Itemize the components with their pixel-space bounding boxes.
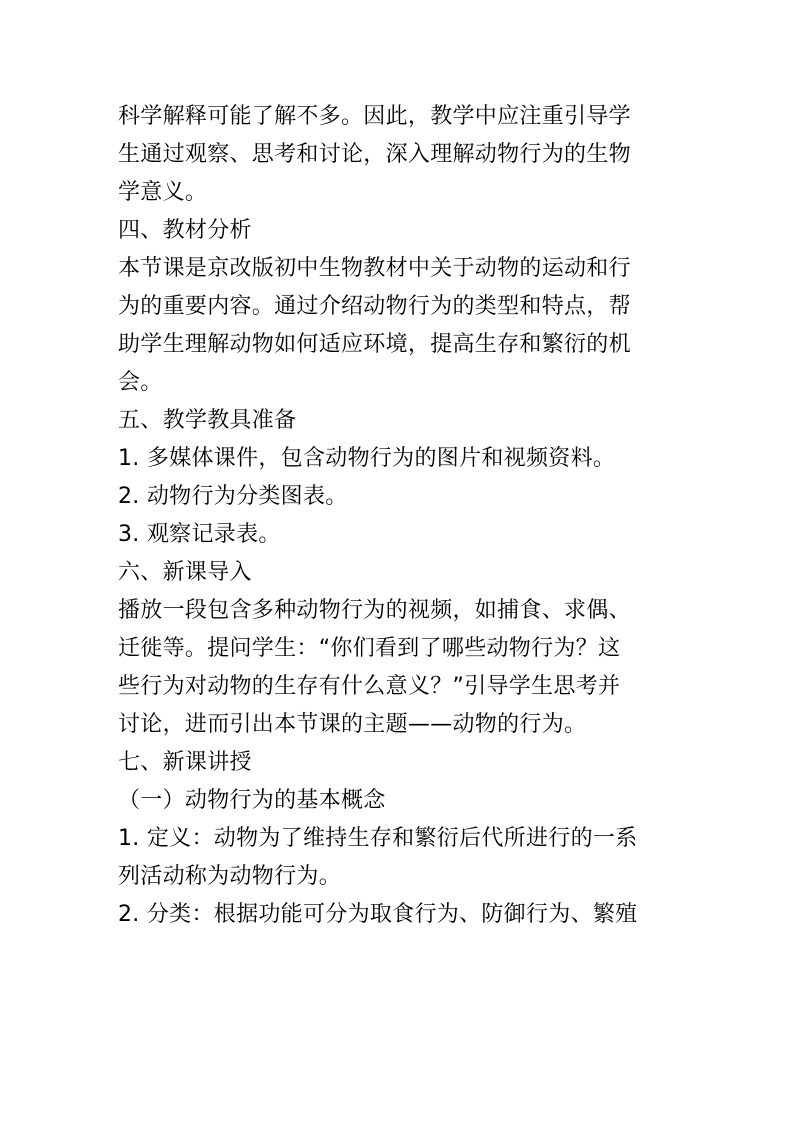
list-item: 1. 多媒体课件，包含动物行为的图片和视频资料。 <box>118 446 616 471</box>
text-line: 些行为对动物的生存有什么意义？”引导学生思考并 <box>118 674 621 699</box>
text-line: 迁徙等。提问学生：“你们看到了哪些动物行为？这 <box>118 636 621 661</box>
text-line: 为的重要内容。通过介绍动物行为的类型和特点，帮 <box>118 294 631 319</box>
text-line: 讨论，进而引出本节课的主题——动物的行为。 <box>118 712 587 737</box>
list-item: 2. 动物行为分类图表。 <box>118 484 348 509</box>
text-line: 会。 <box>118 370 163 395</box>
text-line: 本节课是京改版初中生物教材中关于动物的运动和行 <box>118 256 631 281</box>
text-line: 学意义。 <box>118 180 208 205</box>
section-heading: 四、教材分析 <box>118 218 252 243</box>
section-heading: 六、新课导入 <box>118 560 252 585</box>
section-heading: 五、教学教具准备 <box>118 408 297 433</box>
document-body <box>118 98 688 934</box>
text-line: 助学生理解动物如何适应环境，提高生存和繁衍的机 <box>118 332 631 357</box>
subsection-heading: （一）动物行为的基本概念 <box>118 788 386 813</box>
text-line: 播放一段包含多种动物行为的视频，如捕食、求偶、 <box>118 598 631 623</box>
text-line: 生通过观察、思考和讨论，深入理解动物行为的生物 <box>118 142 631 167</box>
list-item: 2. 分类：根据功能可分为取食行为、防御行为、繁殖 <box>118 902 638 927</box>
list-item: 1. 定义：动物为了维持生存和繁衍后代所进行的一系 <box>118 826 638 851</box>
section-heading: 七、新课讲授 <box>118 750 252 775</box>
text-line: 列活动称为动物行为。 <box>118 864 342 889</box>
text-line: 科学解释可能了解不多。因此，教学中应注重引导学 <box>118 104 631 129</box>
list-item: 3. 观察记录表。 <box>118 522 281 547</box>
